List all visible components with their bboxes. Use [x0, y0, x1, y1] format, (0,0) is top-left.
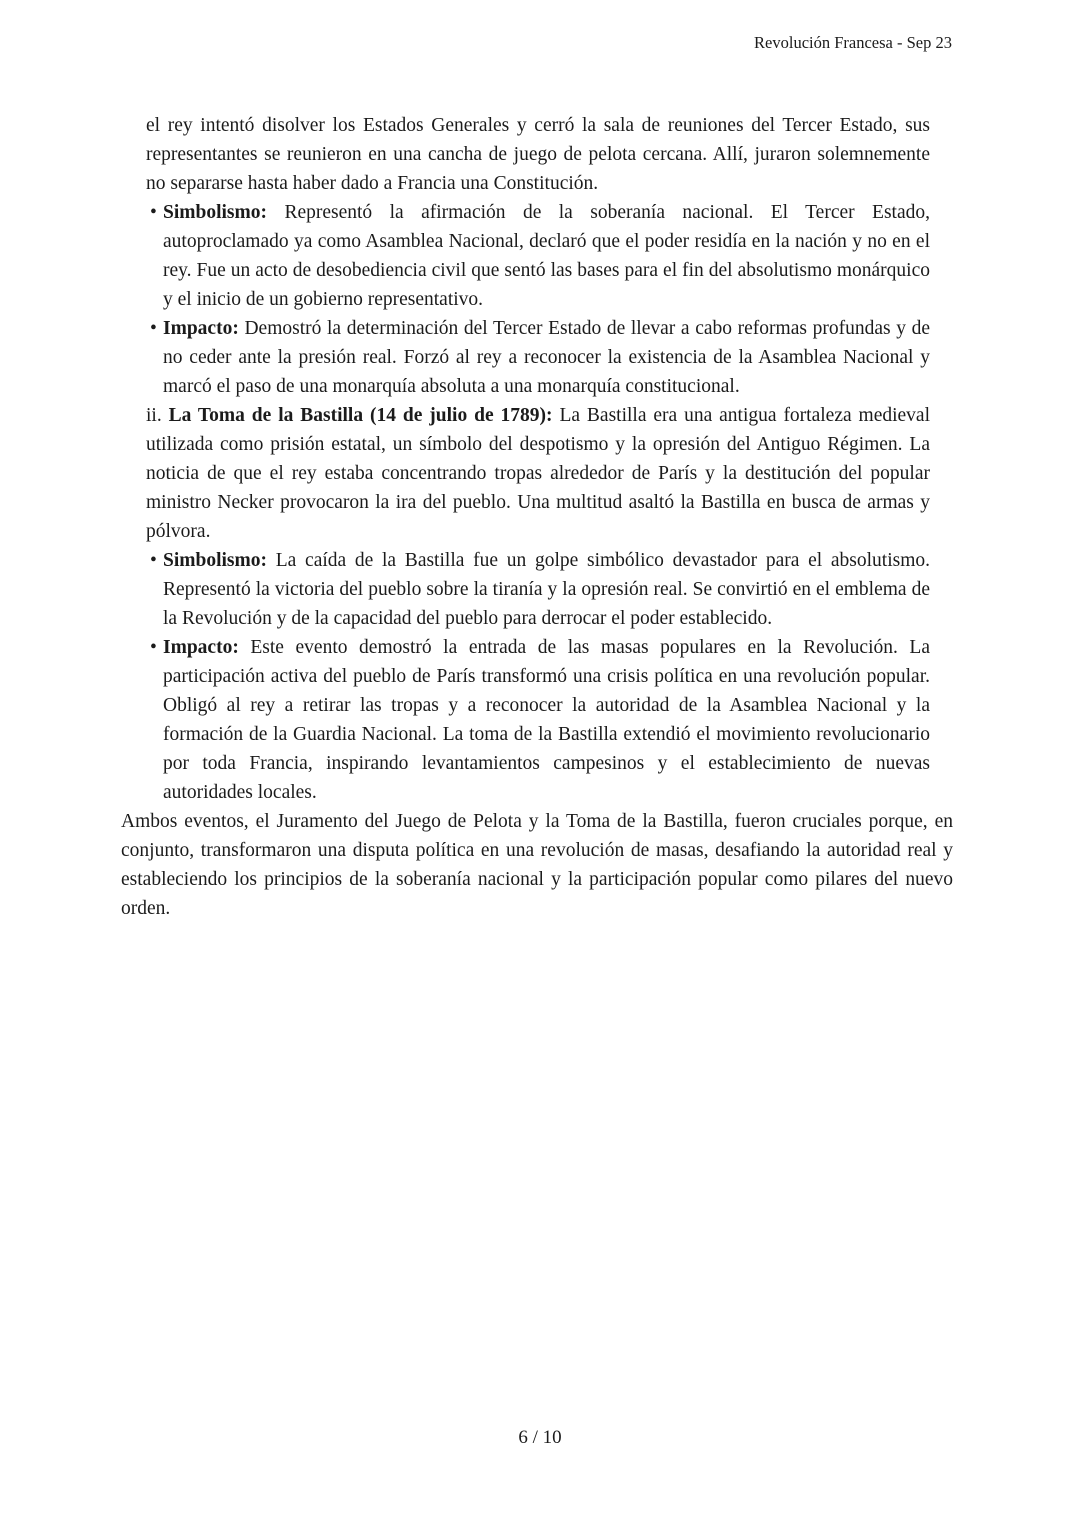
- bullet-list-2: [121, 546, 953, 807]
- closing-paragraph: Ambos eventos, el Juramento del Juego de Pelota y la Toma de la Bastilla, fueron cruciales porque, en conjunto, transformaron una disputa política en una revolución de masas, desafiando la autoridad real y estableciendo los principios de la soberanía nacional y la participación popular como pilares del nuevo orden.: [121, 811, 953, 919]
- bullet-icon: •: [150, 637, 157, 658]
- bullet-icon: •: [150, 318, 157, 339]
- intro-paragraph: el rey intentó disolver los Estados Generales y cerró la sala de reuniones del Tercer Estado, sus representantes se reunieron en una cancha de juego de pelota cercana. Allí, juraron solemnemente no separarse hasta haber dado a Francia una Constitución.: [146, 115, 930, 194]
- page-footer: [0, 1424, 1080, 1452]
- bullet-text: La caída de la Bastilla fue un golpe simbólico devastador para el absolutismo. Representó la victoria del pueblo sobre la tiranía y la opresión real. Se convirtió en el emblema de la Revolución y de la capacidad del pueblo para derrocar el poder establecido.: [163, 550, 931, 629]
- bullet-icon: •: [150, 550, 157, 571]
- bullet-text: Este evento demostró la entrada de las masas populares en la Revolución. La participación activa del pueblo de París transformó una crisis política en una revolución popular. Obligó al rey a retirar las tropas y a reconocer la autoridad de la Asamblea Nacional y la formación de la Guardia Nacional. La toma de la Bastilla extendió el movimiento revolucionario por toda Francia, inspirando levantamientos campesinos y el establecimiento de nuevas autoridades locales.: [163, 637, 930, 803]
- list-item-simbolismo-2: [121, 546, 930, 633]
- page-header: [754, 32, 952, 54]
- bullet-list-1: [121, 198, 953, 401]
- bullet-lead: Impacto:: [163, 318, 239, 339]
- item-title: La Toma de la Bastilla (14 de julio de 1789):: [168, 405, 553, 426]
- list-item-simbolismo-1: [121, 198, 930, 314]
- header-title: Revolución Francesa - Sep 23: [754, 33, 952, 52]
- item-number: ii.: [146, 405, 162, 426]
- section-ii-paragraph: [146, 401, 930, 546]
- bullet-lead: Impacto:: [163, 637, 239, 658]
- bullet-lead: Simbolismo:: [163, 202, 268, 223]
- document-body: [121, 111, 953, 923]
- item-text: La Bastilla era una antigua fortaleza medieval utilizada como prisión estatal, un símbolo del despotismo y la opresión del Antiguo Régimen. La noticia de que el rey estaba concentrando tropas alrededor de París y la destitución del popular ministro Necker provocaron la ira del pueblo. Una multitud asaltó la Bastilla en busca de armas y pólvora.: [146, 405, 931, 542]
- list-item-impacto-1: [121, 314, 930, 401]
- bullet-text: Demostró la determinación del Tercer Estado de llevar a cabo reformas profundas y de no ceder ante la presión real. Forzó al rey a reconocer la existencia de la Asamblea Nacional y marcó el paso de una monarquía absoluta a una monarquía constitucional.: [163, 318, 930, 397]
- bullet-text: Representó la afirmación de la soberanía nacional. El Tercer Estado, autoproclamado ya como Asamblea Nacional, declaró que el poder residía en la nación y no en el rey. Fue un acto de desobediencia civil que sentó las bases para el fin del absolutismo monárquico y el inicio de un gobierno representativo.: [163, 202, 931, 310]
- bullet-icon: •: [150, 202, 157, 223]
- bullet-lead: Simbolismo:: [163, 550, 268, 571]
- page-number: 6 / 10: [518, 1427, 562, 1448]
- list-item-impacto-2: [121, 633, 930, 807]
